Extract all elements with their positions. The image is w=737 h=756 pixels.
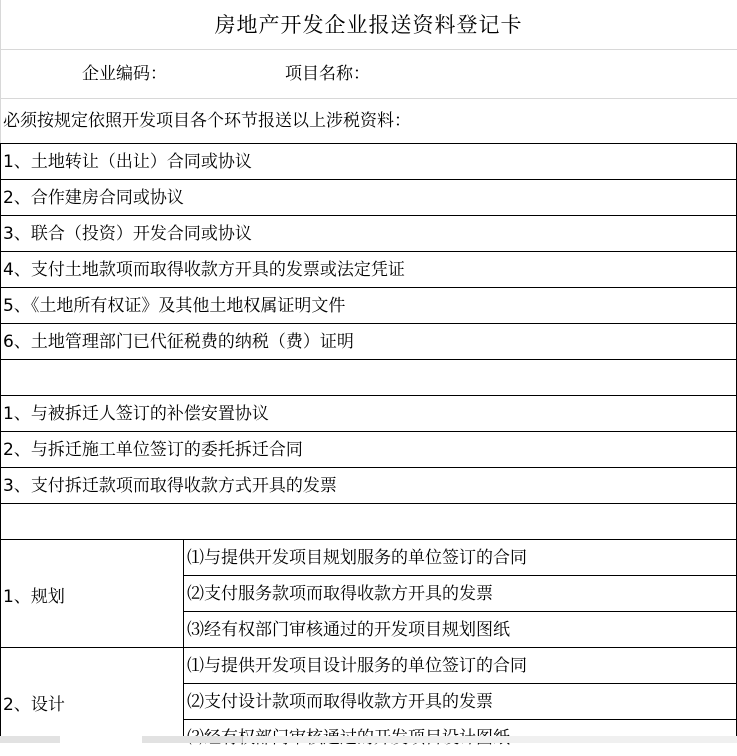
table-border <box>0 251 737 252</box>
design-label: 2、设计 <box>3 694 65 715</box>
table-border <box>0 431 737 432</box>
land-item: 3、联合（投资）开发合同或协议 <box>3 224 252 244</box>
table-border <box>0 395 737 396</box>
instruction-text: 必须按规定依照开发项目各个环节报送以上涉税资料： <box>3 111 411 131</box>
table-border <box>0 467 737 468</box>
table-border <box>0 215 737 216</box>
demolition-item: 2、与拆迁施工单位签订的委托拆迁合同 <box>3 440 303 460</box>
sheet-tab-strip[interactable] <box>0 736 737 743</box>
table-border <box>0 647 737 648</box>
land-item: 1、土地转让（出让）合同或协议 <box>3 152 252 172</box>
land-item: 5、《土地所有权证》及其他土地权属证明文件 <box>3 296 346 316</box>
sheet-tab[interactable] <box>60 736 143 743</box>
land-item: 4、支付土地款项而取得收款方开具的发票或法定凭证 <box>3 260 405 280</box>
table-border <box>0 359 737 360</box>
empty-row <box>0 360 737 396</box>
project-name-label: 项目名称： <box>285 64 370 84</box>
sheet-tab[interactable] <box>142 736 243 743</box>
planning-item: ⑴与提供开发项目规划服务的单位签订的合同 <box>187 548 527 568</box>
planning-item: ⑵支付服务款项而取得收款方开具的发票 <box>187 584 493 604</box>
table-border <box>0 287 737 288</box>
table-border <box>183 719 737 720</box>
planning-item: ⑶经有权部门审核通过的开发项目规划图纸 <box>187 620 510 640</box>
table-border <box>0 539 737 540</box>
table-border <box>183 611 737 612</box>
table-border <box>0 143 737 144</box>
planning-label: 1、规划 <box>3 586 65 607</box>
demolition-item: 1、与被拆迁人签订的补偿安置协议 <box>3 404 269 424</box>
enterprise-code-label: 企业编码： <box>82 64 167 84</box>
table-border <box>0 323 737 324</box>
table-border <box>0 143 1 743</box>
table-border <box>0 179 737 180</box>
empty-row <box>0 504 737 540</box>
land-item: 6、土地管理部门已代征税费的纳税（费）证明 <box>3 332 354 352</box>
table-border <box>183 539 184 743</box>
demolition-item: 3、支付拆迁款项而取得收款方式开具的发票 <box>3 476 337 496</box>
design-item: ⑵支付设计款项而取得收款方开具的发票 <box>187 692 493 712</box>
table-border <box>183 575 737 576</box>
table-border <box>183 683 737 684</box>
sheet-tab[interactable] <box>0 736 61 743</box>
table-border <box>0 503 737 504</box>
page-title: 房地产开发企业报送资料登记卡 <box>214 13 523 37</box>
land-item: 2、合作建房合同或协议 <box>3 188 184 208</box>
design-item: ⑴与提供开发项目设计服务的单位签订的合同 <box>187 656 527 676</box>
